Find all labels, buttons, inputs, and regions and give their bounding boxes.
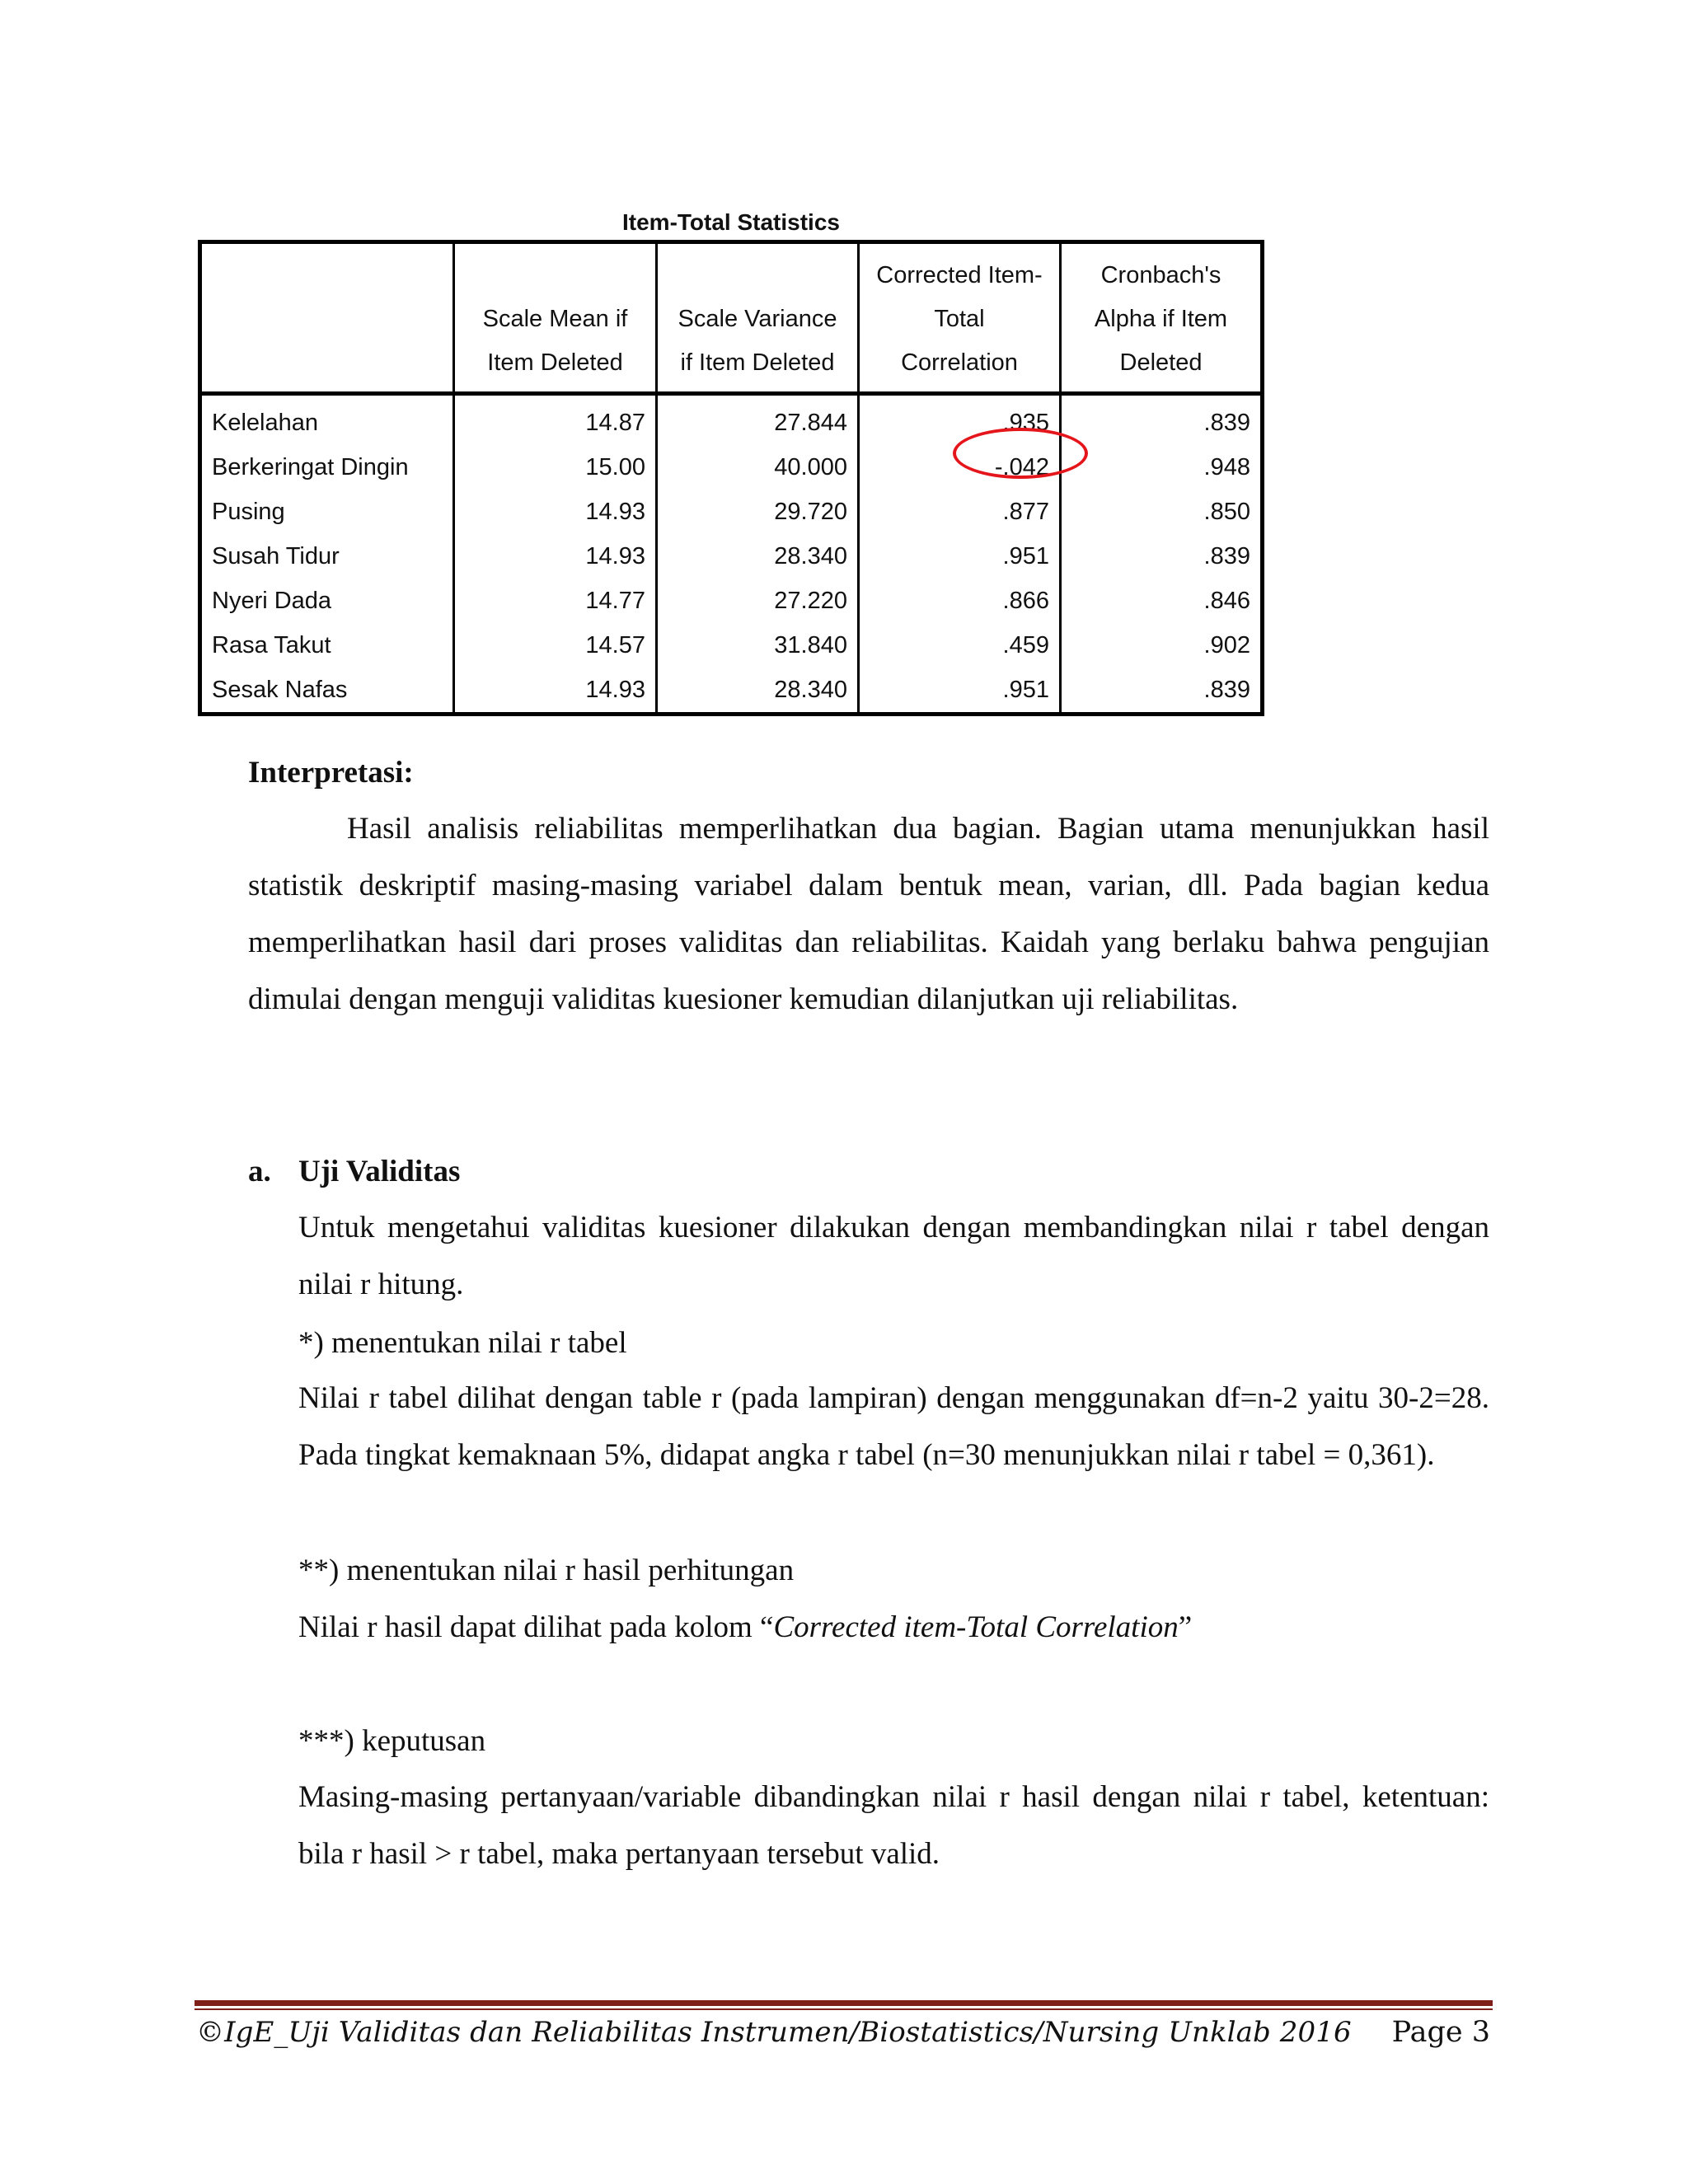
table-row [200,534,1263,579]
footer-copyright: ©IgE_Uji Validitas dan Reliabilitas Instrumen/Biostatistics/Nursing Unklab 2016 [196,2016,1352,2049]
table-cell: .839 [1061,668,1263,715]
row-label: Susah Tidur [212,543,340,569]
step3-text: Masing-masing pertanyaan/variable dibandingkan nilai r hasil dengan nilai r tabel, ketentuan: bila r hasil > r tabel, maka pertanyaan tersebut valid. [298,1780,1489,1871]
table-cell: 14.57 [454,623,657,668]
interpretasi-paragraph: Hasil analisis reliabilitas memperlihatkan dua bagian. Bagian utama menunjukkan hasil statistik deskriptif masing-masing variabel dalam bentuk mean, varian, dll. Pada bagian kedua memperlihatkan hasil dari proses validitas dan reliabilitas. Kaidah yang berlaku bahwa pengujian dimulai dengan menguji validitas kuesioner kemudian dilanjutkan uji reliabilitas. [248,812,1489,1016]
row-label: Rasa Takut [212,632,331,658]
page-number: Page 3 [1391,2016,1490,2049]
table-cell: .951 [859,668,1061,715]
table-header-row [200,242,1263,394]
table-row [200,668,1263,715]
table-cell: .866 [859,579,1061,623]
table-cell: 28.340 [657,668,859,715]
step2-text [298,1610,1192,1646]
table-cell: .839 [1061,394,1263,446]
table-title: Item-Total Statistics [622,209,840,235]
section-intro: Untuk mengetahui validitas kuesioner dilakukan dengan membandingkan nilai r tabel dengan nilai r hitung. [298,1211,1489,1301]
table-cell: 27.220 [657,579,859,623]
row-label: Sesak Nafas [212,677,348,703]
table-cell: .948 [1061,445,1263,490]
table-cell: .850 [1061,490,1263,534]
column-header [200,242,454,394]
table-cell: .846 [1061,579,1263,623]
table-row [200,394,1263,446]
table-cell: 14.93 [454,668,657,715]
table-cell: 14.93 [454,534,657,579]
step2-italic: Corrected item-Total Correlation [773,1610,1179,1644]
step2-suffix: ” [1178,1610,1193,1644]
table-cell: .459 [859,623,1061,668]
table-cell: .935 [859,394,1061,446]
row-label: Pusing [212,499,285,525]
table-cell: 14.87 [454,394,657,446]
table-cell: 14.77 [454,579,657,623]
table-row [200,445,1263,490]
section-marker: a. [248,1155,271,1188]
column-header: Corrected Item- Total Correlation [859,242,1061,394]
table-row [200,623,1263,668]
table-cell: 28.340 [657,534,859,579]
table-row [200,579,1263,623]
table-cell: 40.000 [657,445,859,490]
table-row [200,490,1263,534]
table-cell: .877 [859,490,1061,534]
column-header: Cronbach's Alpha if Item Deleted [1061,242,1263,394]
table-cell: 27.844 [657,394,859,446]
step2-label: **) menentukan nilai r hasil perhitungan [298,1554,795,1587]
row-label: Nyeri Dada [212,588,332,614]
table-cell: 15.00 [454,445,657,490]
step1-text: Nilai r tabel dilihat dengan table r (pada lampiran) dengan menggunakan df=n-2 yaitu 30-2=28. Pada tingkat kemaknaan 5%, didapat angka r tabel (n=30 menunjukkan nilai r tabel = 0,361). [298,1381,1489,1472]
table-cell: .951 [859,534,1061,579]
step3-label: ***) keputusan [298,1724,486,1758]
item-total-statistics-table [198,240,1264,716]
red-highlight-circle [953,428,1088,479]
table-cell: 14.93 [454,490,657,534]
table-cell: 29.720 [657,490,859,534]
interpretasi-heading: Interpretasi: [248,756,414,790]
footer-rule-thick [195,2000,1493,2006]
section-heading: Uji Validitas [298,1155,461,1188]
step2-prefix: Nilai r hasil dapat dilihat pada kolom “ [298,1610,774,1644]
table-cell: 31.840 [657,623,859,668]
table-cell: .902 [1061,623,1263,668]
step1-label: *) menentukan nilai r tabel [298,1326,627,1360]
row-label: Kelelahan [212,410,318,436]
column-header: Scale Variance if Item Deleted [657,242,859,394]
footer-rule-thin [195,2008,1493,2010]
column-header: Scale Mean if Item Deleted [454,242,657,394]
row-label: Berkeringat Dingin [212,454,409,480]
table-cell: .839 [1061,534,1263,579]
table-cell-highlighted: -.042 [859,445,1061,490]
